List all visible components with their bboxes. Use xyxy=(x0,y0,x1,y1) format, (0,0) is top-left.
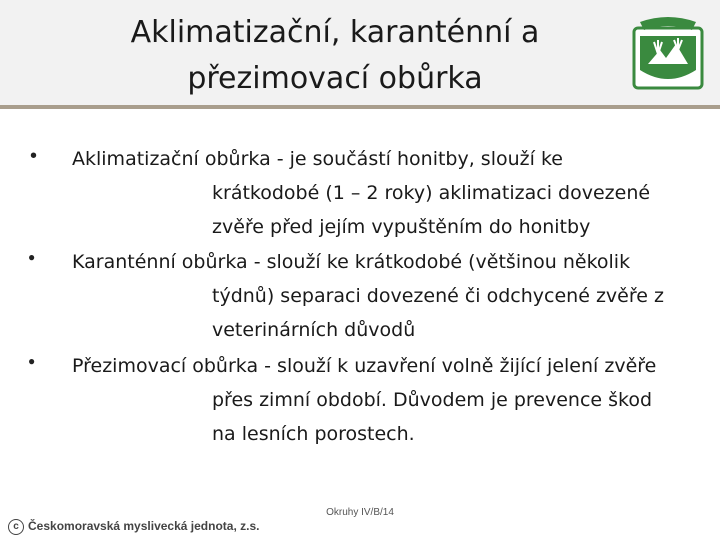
term-label: Aklimatizační obůrka xyxy=(72,148,271,170)
definition-line: zvěře před jejím vypuštěním do honitby xyxy=(212,216,591,238)
term-label: Karanténní obůrka xyxy=(72,251,248,273)
definition-line: krátkodobé (1 – 2 roky) aklimatizaci dovezené xyxy=(212,182,651,204)
title-bar xyxy=(0,0,720,105)
term-label: Přezimovací obůrka xyxy=(72,355,259,377)
title-line-1: Aklimatizační, karanténní a xyxy=(130,15,540,50)
definition-line: na lesních porostech. xyxy=(212,423,415,445)
cmmj-logo-icon xyxy=(630,14,706,90)
definition-line: týdnů) separaci dovezené či odchycené zvěře z xyxy=(212,285,664,307)
copyright-icon: c xyxy=(8,519,24,535)
bullet: ● xyxy=(28,250,36,264)
organization-name: Českomoravská myslivecká jednota, z.s. xyxy=(28,519,260,534)
slide-title xyxy=(60,10,610,102)
title-line-2: přezimovací obůrka xyxy=(187,61,483,96)
bullet: ● xyxy=(28,354,36,368)
definition-line: - je součástí honitby, slouží ke xyxy=(270,148,563,170)
definition-line: - slouží k uzavření volně žijící jelení zvěře xyxy=(258,355,657,377)
definition-line: veterinárních důvodů xyxy=(212,319,416,341)
copyright-notice xyxy=(8,519,259,535)
definition-line: - slouží ke krátkodobé (většinou několik xyxy=(247,251,631,273)
slide-reference: Okruhy IV/B/14 xyxy=(326,507,394,518)
bullet: • xyxy=(30,145,38,167)
definition-line: přes zimní období. Důvodem je prevence škod xyxy=(212,389,653,411)
